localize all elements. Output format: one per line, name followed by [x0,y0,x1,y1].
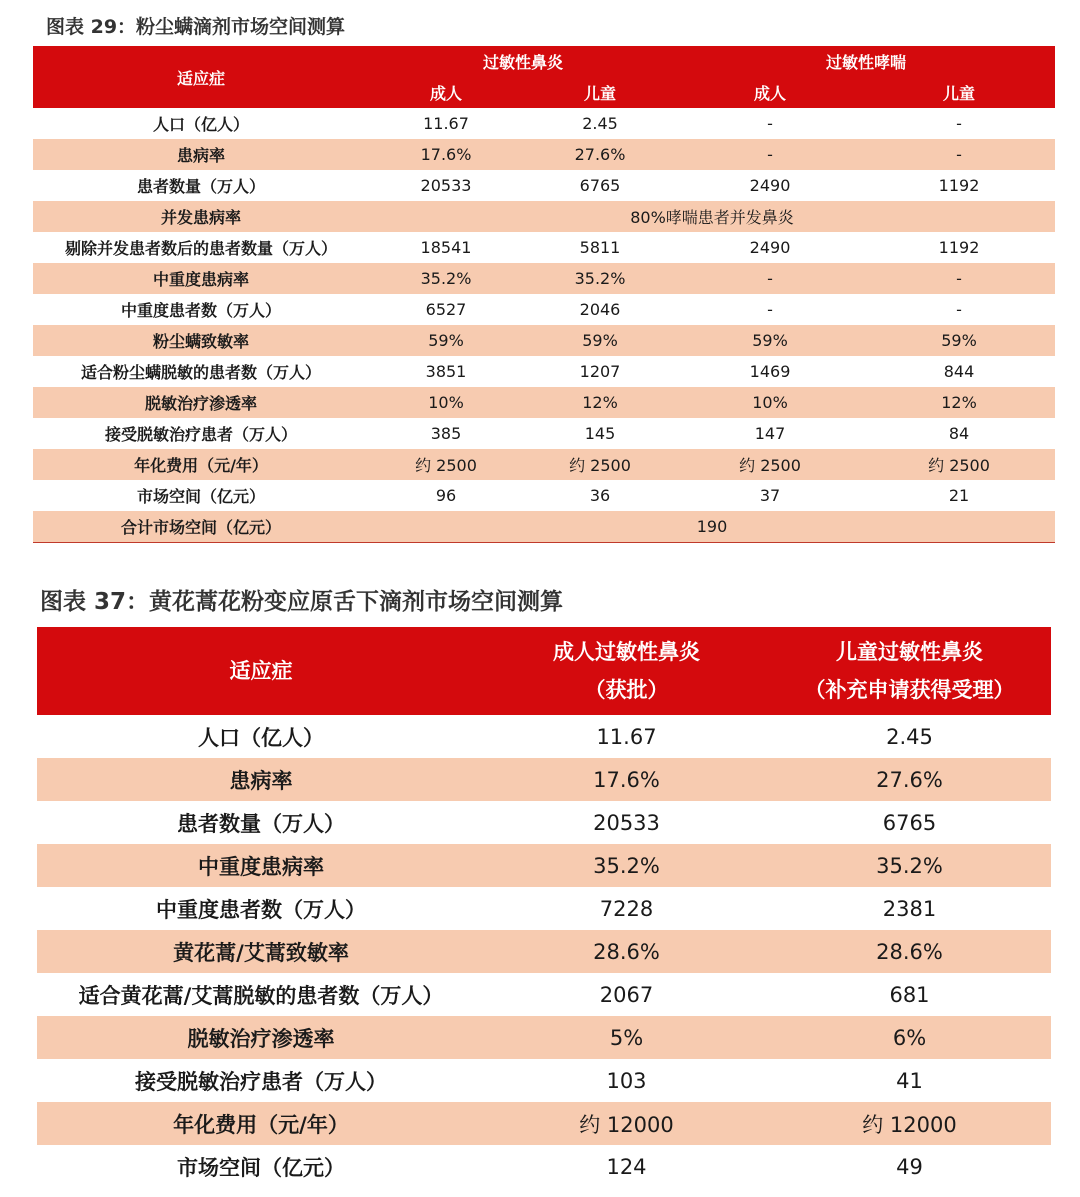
table-cell: 1192 [938,238,980,257]
table-cell: 约 2500 [369,449,523,480]
table-cell: 18541 [420,238,472,257]
table-cell: 12% [523,387,677,418]
table-cell: 21 [948,486,970,505]
table-cell: 2.45 [582,114,618,133]
table-row [37,1059,1051,1102]
row-label: 脱敏治疗渗透率 [37,1016,485,1059]
table1-header-allergic-rhinitis: 过敏性鼻炎 [369,46,677,77]
table-cell: 2381 [882,896,937,921]
table-cell: 5% [485,1016,768,1059]
table-cell: 35.2% [523,263,677,294]
table-cell: 6765 [579,176,621,195]
row-label: 适合黄花蒿/艾蒿脱敏的患者数（万人） [78,983,444,1008]
table-cell: 681 [889,982,930,1007]
table2-header-child-line1: 儿童过敏性鼻炎 [836,640,983,664]
table-cell: 2046 [579,300,621,319]
table-cell: 11.67 [423,114,469,133]
table-row [33,139,1055,170]
table-cell: 1469 [749,362,791,381]
table-cell: 3851 [425,362,467,381]
table2-header-adult [485,627,768,715]
table-cell: 145 [584,424,616,443]
table-cell: - [956,300,962,319]
row-label: 脱敏治疗渗透率 [33,387,369,418]
table-cell: - [677,263,863,294]
row-label: 中重度患者数（万人） [120,301,281,320]
table-cell: 124 [606,1154,647,1179]
row-label: 年化费用（元/年） [37,1102,485,1145]
table-cell: 7228 [599,896,654,921]
table-cell-merged: 190 [369,511,1055,543]
table-cell: 5811 [579,238,621,257]
table-cell: 27.6% [523,139,677,170]
table-row [33,263,1055,294]
table2-caption: 图表 37：黄花蒿花粉变应原舌下滴剂市场空间测算 [40,589,564,615]
table-cell: 28.6% [768,930,1051,973]
table-cell: 约 12000 [768,1102,1051,1145]
table-cell: 6527 [425,300,467,319]
table-row [33,201,1055,232]
table1-subheader: 儿童 [523,77,677,108]
table-row [37,930,1051,973]
table-cell: 49 [896,1154,923,1179]
table-row [37,1016,1051,1059]
table-row [33,108,1055,139]
table-row [33,511,1055,543]
row-label: 粉尘螨致敏率 [33,325,369,356]
row-label: 人口（亿人） [152,115,249,134]
table-cell: 59% [369,325,523,356]
table-cell: 6765 [882,810,937,835]
table-row [33,170,1055,201]
table-cell: 28.6% [485,930,768,973]
table-cell: - [767,300,773,319]
table1-subheader: 成人 [369,77,523,108]
table-cell: 27.6% [768,758,1051,801]
row-label: 接受脱敏治疗患者（万人） [135,1069,387,1094]
table-cell: 约 12000 [485,1102,768,1145]
table1-header-indication: 适应症 [33,46,369,108]
row-label: 患者数量（万人） [136,177,265,196]
row-label: 适合粉尘螨脱敏的患者数（万人） [80,363,321,382]
table-row [37,887,1051,930]
row-label: 市场空间（亿元） [136,487,265,506]
table-row [37,844,1051,887]
table-cell: - [677,139,863,170]
table1-caption: 图表 29：粉尘螨滴剂市场空间测算 [46,16,346,38]
table-cell: 385 [430,424,462,443]
table-row [33,294,1055,325]
table-cell: 36 [589,486,611,505]
table-cell: 17.6% [485,758,768,801]
table-row [33,325,1055,356]
table-cell: 103 [606,1068,647,1093]
row-label: 并发患病率 [33,201,369,232]
table-cell: 96 [435,486,457,505]
table-row [33,418,1055,449]
table-row [33,387,1055,418]
table-cell: 1192 [938,176,980,195]
table2-artemisia-pollen-market [37,627,1051,1188]
table-cell: 2490 [749,238,791,257]
table-cell: - [863,139,1055,170]
table-cell: 59% [677,325,863,356]
table-cell: 17.6% [369,139,523,170]
table-row [33,356,1055,387]
row-label: 患病率 [37,758,485,801]
table-cell: 2067 [599,982,654,1007]
table-cell: 10% [677,387,863,418]
table-cell: 37 [759,486,781,505]
table-cell: 1207 [579,362,621,381]
row-label: 中重度患病率 [33,263,369,294]
table1-subheader: 儿童 [863,77,1055,108]
table-cell: 35.2% [768,844,1051,887]
table-cell: 11.67 [596,724,657,749]
table2-header-adult-line1: 成人过敏性鼻炎 [553,640,700,664]
table-row [37,801,1051,844]
table-row [37,1102,1051,1145]
row-label: 患者数量（万人） [177,811,345,836]
table-cell: - [767,114,773,133]
table-cell: 约 2500 [863,449,1055,480]
table-cell: 约 2500 [523,449,677,480]
table-cell: 6% [768,1016,1051,1059]
table2-header-adult-line2: （获批） [584,678,669,702]
table-row [37,973,1051,1016]
table-cell: 84 [948,424,970,443]
table-cell: 59% [523,325,677,356]
table-cell: 41 [896,1068,923,1093]
table-cell-merged: 80%哮喘患者并发鼻炎 [369,201,1055,232]
row-label: 市场空间（亿元） [177,1155,345,1180]
table2-header-indication: 适应症 [37,627,485,715]
table-cell: - [863,263,1055,294]
table-cell: 约 2500 [677,449,863,480]
row-label: 年化费用（元/年） [33,449,369,480]
row-label: 患病率 [33,139,369,170]
table-cell: 35.2% [485,844,768,887]
row-label: 剔除并发患者数后的患者数量（万人） [64,239,337,258]
table-cell: 2490 [749,176,791,195]
table2-header-child-line2: （补充申请获得受理） [804,678,1015,702]
table-cell: 20533 [420,176,472,195]
row-label: 中重度患病率 [37,844,485,887]
row-label: 中重度患者数（万人） [156,897,366,922]
table-row [37,1145,1051,1188]
table-cell: 844 [943,362,975,381]
table-cell: - [956,114,962,133]
row-label: 接受脱敏治疗患者（万人） [104,425,297,444]
table-cell: 10% [369,387,523,418]
table-row [33,232,1055,263]
row-label: 合计市场空间（亿元） [33,511,369,543]
table-row [33,449,1055,480]
table-cell: 35.2% [369,263,523,294]
row-label: 黄花蒿/艾蒿致敏率 [37,930,485,973]
table-row [33,480,1055,511]
table-cell: 12% [863,387,1055,418]
table-cell: 59% [863,325,1055,356]
table-cell: 20533 [593,810,660,835]
table-row [37,758,1051,801]
row-label: 人口（亿人） [198,725,324,750]
table2-header-child [768,627,1051,715]
table1-header-allergic-asthma: 过敏性哮喘 [677,46,1055,77]
table1-dust-mite-market [33,46,1055,543]
table-cell: 2.45 [886,724,933,749]
table1-subheader: 成人 [677,77,863,108]
table-row [37,715,1051,758]
table-cell: 147 [754,424,786,443]
